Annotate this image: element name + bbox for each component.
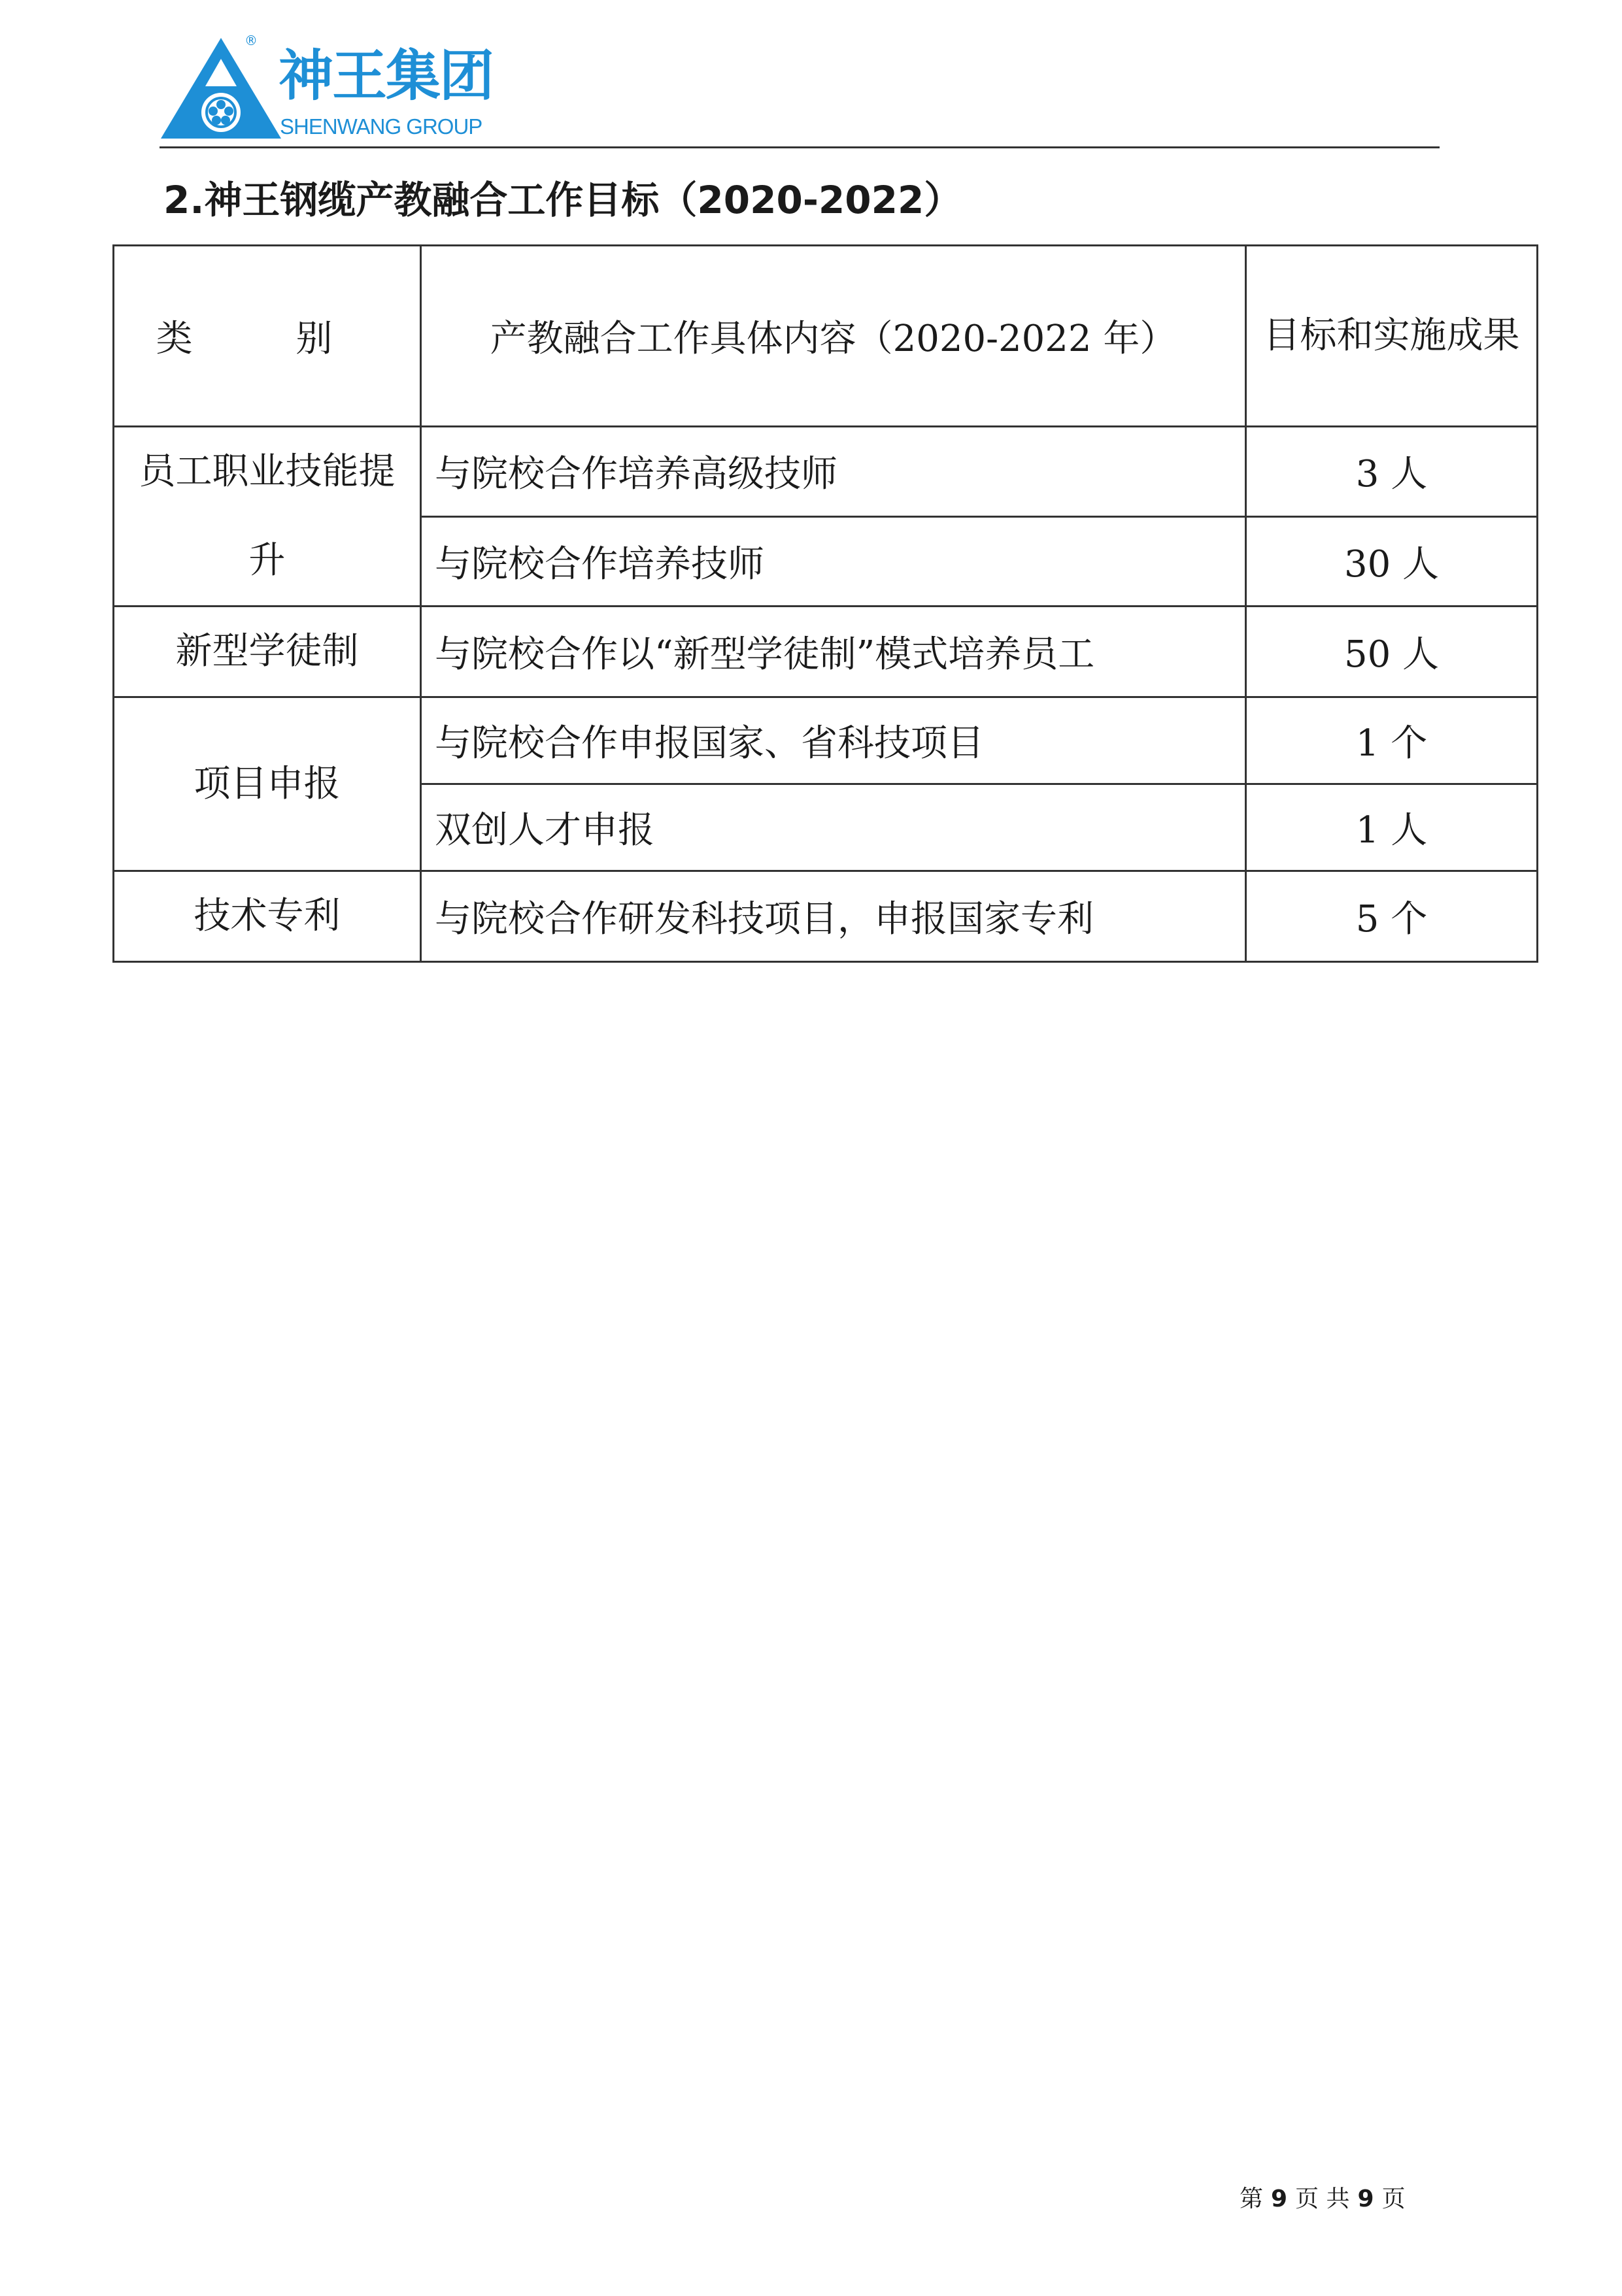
- footer-middle: 页 共: [1295, 2186, 1350, 2212]
- footer-prefix: 第: [1240, 2186, 1264, 2212]
- table-header-row: [114, 246, 1538, 427]
- result-cell: 50 人: [1246, 607, 1538, 697]
- result-cell: 3 人: [1246, 427, 1538, 517]
- header-category: 类 别: [114, 246, 421, 427]
- table-row: [114, 427, 1538, 517]
- table-row: [114, 871, 1538, 962]
- page-number-footer: [1240, 2183, 1406, 2216]
- total-page-number: 9: [1357, 2186, 1374, 2212]
- header-content: 产教融合工作具体内容（2020-2022 年）: [421, 246, 1246, 427]
- content-cell: 与院校合作以“新型学徒制”模式培养员工: [421, 607, 1246, 697]
- content-cell: 双创人才申报: [421, 784, 1246, 871]
- category-cell: 项目申报: [114, 697, 421, 871]
- table-row: [114, 607, 1538, 697]
- result-cell: 1 个: [1246, 697, 1538, 784]
- result-cell: 5 个: [1246, 871, 1538, 962]
- category-cell: 技术专利: [114, 871, 421, 962]
- category-cell: 员工职业技能提升: [114, 427, 421, 607]
- shenwang-triangle-logo-icon: [156, 33, 286, 144]
- category-cell: 新型学徒制: [114, 607, 421, 697]
- footer-suffix: 页: [1381, 2186, 1406, 2212]
- table-row: [114, 697, 1538, 784]
- header-result: 目标和实施成果: [1246, 246, 1538, 427]
- content-cell: 与院校合作研发科技项目，申报国家专利: [421, 871, 1246, 962]
- company-logo: [156, 33, 496, 144]
- result-cell: 1 人: [1246, 784, 1538, 871]
- section-title: 2.神王钢缆产教融合工作目标（2020-2022）: [163, 178, 962, 222]
- registered-mark: ®: [245, 33, 258, 48]
- content-cell: 与院校合作培养技师: [421, 516, 1246, 607]
- logo-company-name: 神王集团: [279, 44, 494, 108]
- logo-company-subtitle: SHENWANG GROUP: [280, 114, 482, 139]
- result-cell: 30 人: [1246, 516, 1538, 607]
- header-divider: [160, 146, 1440, 148]
- content-cell: 与院校合作培养高级技师: [421, 427, 1246, 517]
- content-cell: 与院校合作申报国家、省科技项目: [421, 697, 1246, 784]
- goals-table: [112, 244, 1538, 963]
- current-page-number: 9: [1271, 2186, 1288, 2212]
